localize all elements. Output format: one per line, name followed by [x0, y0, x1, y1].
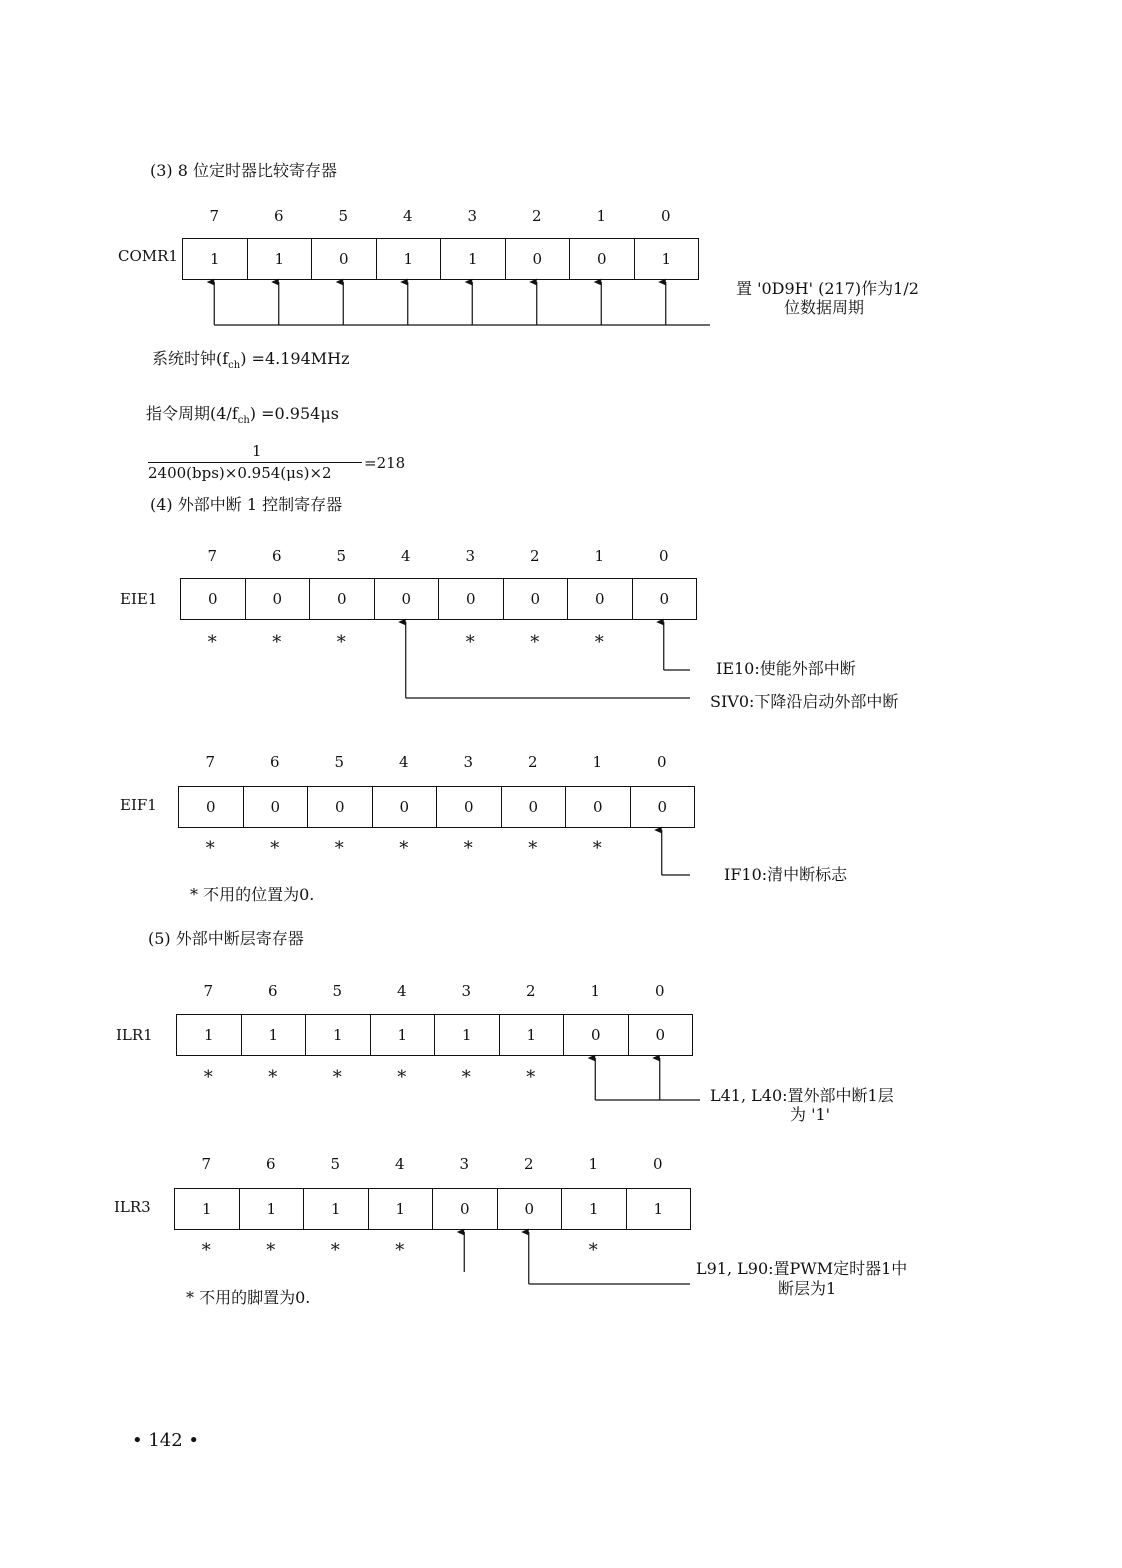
bit-cell: 0	[632, 578, 698, 620]
bit-number: 6	[269, 753, 280, 771]
bit-cell: 0	[567, 578, 633, 620]
bit-cell: 0	[243, 786, 309, 828]
bit-number: 0	[656, 753, 667, 771]
formula-numerator: 1	[252, 442, 262, 460]
bit-cell: 1	[634, 238, 700, 280]
unused-bit-star: *	[272, 632, 282, 653]
bit-cell: 1	[174, 1188, 240, 1230]
bit-number: 5	[338, 207, 349, 225]
bit-cell: 0	[311, 238, 377, 280]
bit-number: 7	[201, 1155, 212, 1173]
unused-bit-star: *	[397, 1067, 407, 1088]
bit-number: 6	[265, 1155, 276, 1173]
bit-cell: 1	[434, 1014, 500, 1056]
instruction-cycle-sub: ch	[237, 415, 250, 427]
unused-bit-star: *	[528, 838, 538, 859]
bit-number: 1	[596, 207, 607, 225]
bit-cell: 1	[239, 1188, 305, 1230]
page-number: • 142 •	[132, 1430, 200, 1451]
section-4-footnote: * 不用的位置为0.	[190, 885, 315, 904]
bit-cell: 1	[440, 238, 506, 280]
bit-number: 4	[396, 982, 407, 1000]
bit-cell: 0	[178, 786, 244, 828]
formula-fraction-bar	[148, 462, 362, 463]
bit-cell: 0	[180, 578, 246, 620]
bit-cell: 0	[630, 786, 696, 828]
bit-number: 5	[330, 1155, 341, 1173]
bit-number: 3	[465, 547, 476, 565]
unused-bit-star: *	[336, 632, 346, 653]
comr-note-line2: 位数据周期	[784, 298, 865, 317]
bit-number: 4	[398, 753, 409, 771]
unused-bit-star: *	[465, 632, 475, 653]
bit-number: 2	[529, 547, 540, 565]
unused-bit-star: *	[205, 838, 215, 859]
bit-cell: 0	[307, 786, 373, 828]
bit-cell: 0	[565, 786, 631, 828]
formula-result: =218	[364, 454, 406, 472]
bit-cell: 1	[305, 1014, 371, 1056]
bit-number: 5	[332, 982, 343, 1000]
bit-cell: 0	[563, 1014, 629, 1056]
bit-cell: 0	[309, 578, 375, 620]
bit-cell: 0	[436, 786, 502, 828]
ilr1-note-line1: L41, L40:置外部中断1层	[710, 1086, 894, 1105]
unused-bit-star: *	[201, 1240, 211, 1261]
bit-number: 7	[209, 207, 220, 225]
unused-bit-star: *	[594, 632, 604, 653]
unused-bit-star: *	[266, 1240, 276, 1261]
formula-denominator: 2400(bps)×0.954(μs)×2	[148, 464, 332, 482]
bit-number: 3	[463, 753, 474, 771]
eie-note-siv0: SIV0:下降沿启动外部中断	[710, 692, 899, 711]
bit-number: 5	[336, 547, 347, 565]
ilr1-register-label: ILR1	[116, 1026, 153, 1044]
section-4-heading: (4) 外部中断 1 控制寄存器	[150, 495, 343, 514]
comr-note-line1: 置 '0D9H' (217)作为1/2	[736, 279, 919, 298]
unused-bit-star: *	[463, 838, 473, 859]
bit-number: 6	[273, 207, 284, 225]
bit-cell: 1	[247, 238, 313, 280]
unused-bit-star: *	[334, 838, 344, 859]
unused-bit-star: *	[461, 1067, 471, 1088]
system-clock-value: ) =4.194MHz	[240, 349, 350, 368]
bit-cell: 0	[628, 1014, 694, 1056]
bit-cell: 0	[503, 578, 569, 620]
bit-number: 4	[400, 547, 411, 565]
bit-cell: 1	[182, 238, 248, 280]
system-clock-line	[152, 346, 350, 371]
eie-register-label: EIE1	[120, 590, 158, 608]
bit-number: 2	[525, 982, 536, 1000]
unused-bit-star: *	[526, 1067, 536, 1088]
bit-number: 5	[334, 753, 345, 771]
ilr3-note-line2: 断层为1	[778, 1279, 837, 1298]
bit-number: 7	[203, 982, 214, 1000]
bit-cell: 1	[241, 1014, 307, 1056]
bit-number: 1	[588, 1155, 599, 1173]
bit-cell: 0	[432, 1188, 498, 1230]
bit-cell: 0	[505, 238, 571, 280]
unused-bit-star: *	[399, 838, 409, 859]
unused-bit-star: *	[332, 1067, 342, 1088]
bit-number: 1	[594, 547, 605, 565]
system-clock-sub: ch	[228, 360, 241, 372]
instruction-cycle-value: ) =0.954μs	[249, 404, 339, 423]
bit-cell: 1	[376, 238, 442, 280]
instruction-cycle-label: 指令周期(4/f	[146, 404, 238, 423]
bit-number: 4	[402, 207, 413, 225]
bit-cell: 0	[372, 786, 438, 828]
bit-number: 0	[658, 547, 669, 565]
bit-cell: 1	[626, 1188, 692, 1230]
bit-cell: 1	[561, 1188, 627, 1230]
ilr1-note-line2: 为 '1'	[790, 1105, 831, 1124]
unused-bit-star: *	[270, 838, 280, 859]
eif-note-if10: IF10:清中断标志	[724, 865, 848, 884]
bit-cell: 0	[569, 238, 635, 280]
bit-number: 1	[592, 753, 603, 771]
bit-number: 0	[660, 207, 671, 225]
eif-register-label: EIF1	[120, 796, 157, 814]
section-3-heading: (3) 8 位定时器比较寄存器	[150, 161, 338, 180]
bit-number: 3	[467, 207, 478, 225]
ilr3-note-line1: L91, L90:置PWM定时器1中	[696, 1259, 908, 1278]
ilr3-register-label: ILR3	[114, 1198, 151, 1216]
bit-number: 6	[271, 547, 282, 565]
bit-number: 3	[461, 982, 472, 1000]
bit-number: 6	[267, 982, 278, 1000]
bit-number: 0	[652, 1155, 663, 1173]
bit-cell: 1	[499, 1014, 565, 1056]
unused-bit-star: *	[395, 1240, 405, 1261]
bit-cell: 1	[303, 1188, 369, 1230]
bit-number: 3	[459, 1155, 470, 1173]
comr-register-label: COMR1	[118, 247, 178, 265]
bit-number: 0	[654, 982, 665, 1000]
bit-number: 2	[523, 1155, 534, 1173]
unused-bit-star: *	[207, 632, 217, 653]
bit-number: 7	[207, 547, 218, 565]
bit-cell: 0	[245, 578, 311, 620]
eie-note-ie10: IE10:使能外部中断	[716, 659, 856, 678]
unused-bit-star: *	[592, 838, 602, 859]
bit-cell: 0	[497, 1188, 563, 1230]
section-5-footnote: * 不用的脚置为0.	[186, 1288, 311, 1307]
bit-number: 1	[590, 982, 601, 1000]
unused-bit-star: *	[588, 1240, 598, 1261]
unused-bit-star: *	[203, 1067, 213, 1088]
bit-number: 2	[531, 207, 542, 225]
unused-bit-star: *	[330, 1240, 340, 1261]
bit-cell: 0	[438, 578, 504, 620]
bit-cell: 1	[370, 1014, 436, 1056]
bit-cell: 1	[176, 1014, 242, 1056]
bit-cell: 1	[368, 1188, 434, 1230]
instruction-cycle-line	[146, 401, 339, 426]
bit-cell: 0	[374, 578, 440, 620]
bit-number: 4	[394, 1155, 405, 1173]
section-5-heading: (5) 外部中断层寄存器	[148, 929, 304, 948]
unused-bit-star: *	[268, 1067, 278, 1088]
bit-number: 2	[527, 753, 538, 771]
bit-cell: 0	[501, 786, 567, 828]
system-clock-label: 系统时钟(f	[152, 349, 229, 368]
bit-number: 7	[205, 753, 216, 771]
unused-bit-star: *	[530, 632, 540, 653]
